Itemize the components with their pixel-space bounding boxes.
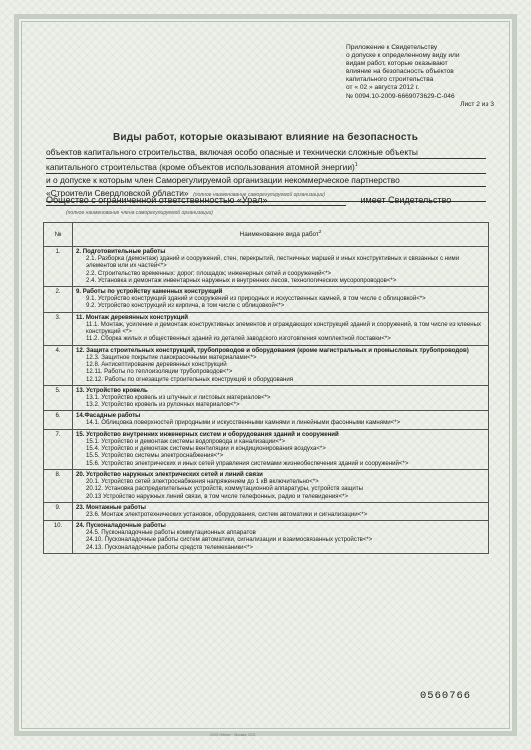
table-row xyxy=(44,345,489,385)
row-number: 10. xyxy=(44,521,73,554)
row-content xyxy=(73,411,489,429)
work-item: 13.1. Устройство кровель из штучных и листовых материалов<*> xyxy=(86,393,271,401)
table-row xyxy=(44,287,489,313)
header-name xyxy=(73,223,489,247)
appendix-line: видам работ, которые оказывают xyxy=(346,60,448,68)
table-header-row xyxy=(44,223,489,247)
work-item: 11.2. Сборка жилых и общественных зданий из деталей заводского изготовления комплектной поставки<*> xyxy=(86,335,391,343)
section-title: 9. Работы по устройству каменных конструкций xyxy=(76,288,223,296)
row-number: 5. xyxy=(44,385,73,411)
row-number: 6. xyxy=(44,411,73,429)
intro-line: объектов капитального строительства, включая особо опасные и технически сложные объекты xyxy=(46,146,486,159)
section-title: 2. Подготовительные работы xyxy=(76,248,166,255)
work-item: 14.1. Облицовка поверхностей природными и искусственными камнями и линейными фасонными камнями<*> xyxy=(86,419,401,427)
work-item: 9.1. Устройство конструкций зданий и сооружений из природных и искусственных камней, в том числе с облицовкой<*> xyxy=(86,295,426,303)
printer-footer: ООО «Мега» · Москва, 2011 xyxy=(210,733,256,737)
work-item: 13.2. Устройство кровель из рулонных материалов<*> xyxy=(86,401,240,409)
row-content xyxy=(73,247,489,287)
sro-caption: (полное наименование саморегулируемой организации) xyxy=(193,191,326,198)
table-row xyxy=(44,411,489,429)
section-title: 11. Монтаж деревянных конструкций xyxy=(76,313,188,321)
table-row xyxy=(44,312,489,345)
row-number: 3. xyxy=(44,312,73,345)
work-item: 24.5. Пусконаладочные работы коммутационных аппаратов xyxy=(86,529,256,537)
row-content xyxy=(73,345,489,385)
appendix-line: влияние на безопасность объектов xyxy=(346,68,454,76)
appendix-line: о допуске к определенному виду или xyxy=(346,52,460,60)
sheet-number: Лист 2 из 3 xyxy=(460,100,494,108)
work-item: 2.4. Установка и демонтаж инвентарных наружных и внутренних лесов, технологических мусоропроводов<*> xyxy=(86,276,397,284)
row-number: 7. xyxy=(44,429,73,469)
intro-line-text: капитального строительства (кроме объектов использования атомной энергии) xyxy=(46,161,355,172)
member-name: Общество с ограниченной ответственностью «Урал» xyxy=(46,195,346,206)
work-item: 15.6. Устройство электрических и иных сетей управления системами жизнеобеспечения зданий и сооружений<*> xyxy=(86,459,409,467)
header-num: № xyxy=(44,223,73,247)
section-title: 15. Устройство внутренних инженерных систем и оборудования зданий и сооружений xyxy=(76,430,339,438)
row-number: 8. xyxy=(44,469,73,502)
work-item: 2.1. Разборка (демонтаж) зданий и сооружений, стен, перекрытий, лестничных маршей и иных конструктивных и связанных с ними элементов или их частей<*> xyxy=(86,255,460,270)
table-row xyxy=(44,521,489,554)
section-title: 20. Устройство наружных электрических сетей и линий связи xyxy=(76,470,263,478)
row-number: 9. xyxy=(44,502,73,520)
row-number: 2. xyxy=(44,287,73,313)
member-suffix: имеет Свидетельство xyxy=(360,195,452,205)
work-item: 24.13. Пусконаладочные работы средств телемеханики<*> xyxy=(86,543,254,551)
document-title: Виды работ, которые оказывают влияние на безопасность xyxy=(112,132,419,143)
section-title: 13. Устройство кровель xyxy=(76,386,148,394)
work-item: 12.12. Работы по огнезащите строительных конструкций и оборудования xyxy=(86,375,294,383)
works-table xyxy=(43,222,489,554)
section-title: 24. Пусконаладочные работы xyxy=(76,522,166,530)
row-content xyxy=(73,385,489,411)
section-title: 23. Монтажные работы xyxy=(76,503,146,511)
work-item: 12.11. Работы по теплоизоляции трубопроводов<*> xyxy=(86,368,233,376)
works-table-body xyxy=(44,247,489,554)
row-number: 1. xyxy=(44,247,73,287)
row-content xyxy=(73,469,489,502)
work-item: 20.12. Установка распределительных устройств, коммутационной аппаратуры, устройств защиты xyxy=(86,485,363,493)
work-item: 15.1. Устройство и демонтаж системы водопровода и канализации<*> xyxy=(86,437,286,445)
certificate-number: № 0094.10-2009-6669073629-С-046 xyxy=(346,92,455,100)
intro-line xyxy=(46,159,486,174)
appendix-block xyxy=(346,44,506,109)
work-item: 12.3. Защитное покрытие лакокрасочными материалами<*> xyxy=(86,353,257,361)
work-item: 15.5. Устройство системы электроснабжения<*> xyxy=(86,452,224,460)
work-item: 11.1. Монтаж, усиление и демонтаж конструктивных элементов и ограждающих конструкций зданий и сооружений, в том числе из клееных конструкций <*> xyxy=(86,320,482,336)
table-row xyxy=(44,502,489,520)
work-item: 24.10. Пусконаладочные работы систем автоматики, сигнализации и взаимосвязанных устройств<*> xyxy=(86,536,373,544)
work-item: 20.1. Устройство сетей электроснабжения напряжением до 1 кВ включительно<*> xyxy=(86,477,319,485)
work-item: 23.6. Монтаж электротехнических установок, оборудования, систем автоматики и сигнализации<*> xyxy=(86,510,368,518)
serial-number: 0560766 xyxy=(420,690,472,702)
work-item: 9.2. Устройство конструкций из кирпича, в том числе с облицовкой<*> xyxy=(86,302,285,310)
appendix-line: капитального строительства xyxy=(346,76,434,84)
work-item: 15.4. Устройство и демонтаж системы вентиляции и кондиционирования воздуха<*> xyxy=(86,445,326,453)
table-row xyxy=(44,247,489,287)
section-title: 14.Фасадные работы xyxy=(76,412,141,420)
row-number: 4. xyxy=(44,345,73,385)
intro-text xyxy=(46,146,486,202)
row-content xyxy=(73,287,489,313)
appendix-line: Приложение к Свидетельству xyxy=(346,44,438,51)
table-row xyxy=(44,385,489,411)
footnote-mark: 2 xyxy=(318,229,322,235)
work-item: 20.13 Устройство наружных линий связи, в том числе телефонных, радио и телевидения<*> xyxy=(86,492,349,500)
table-row xyxy=(44,469,489,502)
member-line xyxy=(46,195,486,206)
header-name-text: Наименование вида работ xyxy=(239,231,319,239)
sro-name: «Строители Свердловской области» xyxy=(46,187,189,198)
footnote-mark: 1 xyxy=(354,162,358,168)
row-content xyxy=(73,312,489,345)
work-item: 12.8. Антисептирование деревянных конструкций xyxy=(86,360,227,368)
work-item: 2.2. Строительство временных: дорог; площадок; инженерных сетей и сооружений<*> xyxy=(86,269,331,277)
section-title: 12. Защита строительных конструкций, трубопроводов и оборудования (кроме магистральных и промысловых трубопроводов) xyxy=(76,346,469,354)
intro-line: и о допуске к которым член Саморегулируемой организации некоммерческое партнерство xyxy=(46,174,486,187)
row-content xyxy=(73,429,489,469)
member-caption: (полное наименование члена саморегулируемой организации) xyxy=(66,210,213,216)
appendix-date: от « 02 » августа 2012 г. xyxy=(346,84,420,92)
row-content xyxy=(73,502,489,520)
row-content xyxy=(73,521,489,554)
table-row xyxy=(44,429,489,469)
